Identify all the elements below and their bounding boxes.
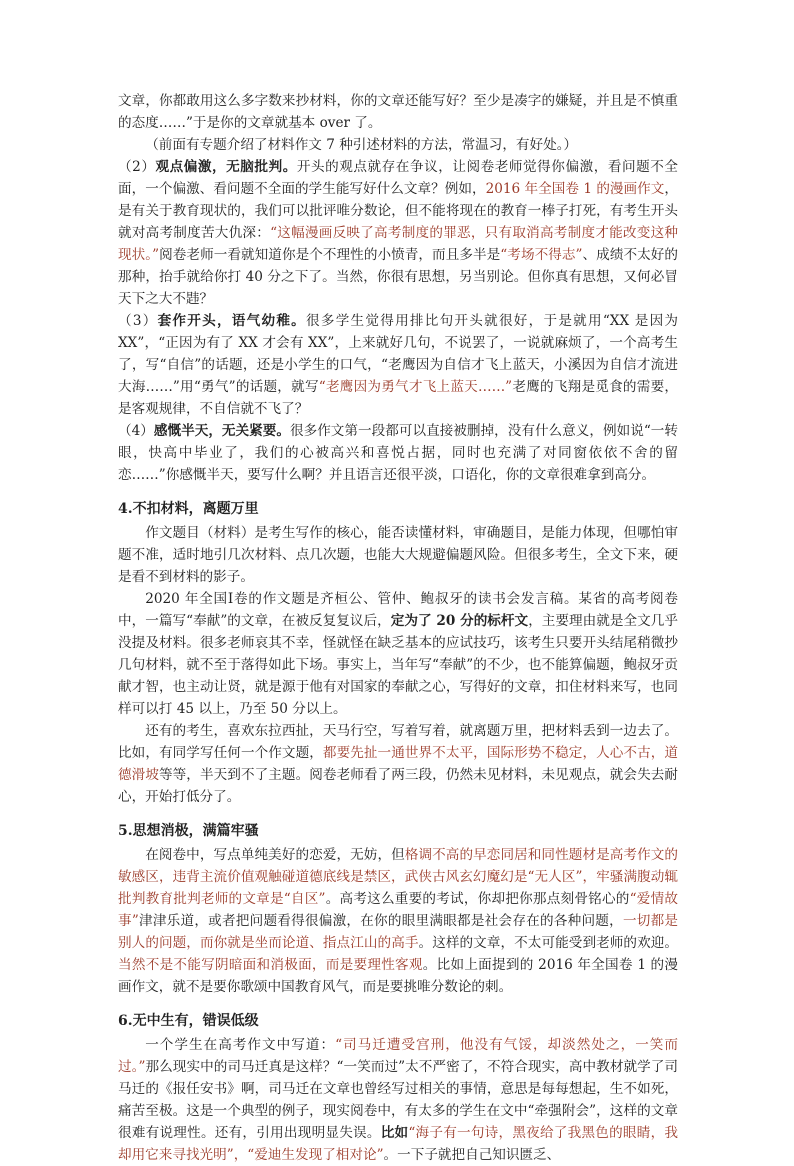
paragraph-note [118,134,678,156]
highlighted-text: “这幅漫画反映了高考制度的罪恶，只有取消高考制度才能改变这种现状。” [118,225,679,263]
text-run: 一个学生在高考作文中写道： [145,1037,336,1053]
paragraph-section-4b [118,588,678,720]
section-heading-5: 5.思想消极，满篇牢骚 [118,823,259,839]
text-run: 在阅卷中，写点单纯美好的恋爱，无妨，但 [145,847,405,863]
highlighted-text: “考场不得志” [500,247,583,263]
paragraph-section-4c [118,720,678,808]
document-page [118,90,678,1166]
text-run: 津津乐道，或者把问题看得很偏激，在你的眼里满眼都是社会存在的各种问题， [138,913,623,929]
text-run: 阅卷老师一看就知道你是个不理性的小愤青，而且多半是 [159,247,501,263]
bold-text: 比如 [380,1125,409,1141]
bold-text: 感慨半天，无关紧要。 [153,423,290,439]
highlighted-text: 2016 年全国卷 1 的漫画作文 [485,181,665,197]
highlighted-text: “海子有一句诗，黑夜给了我黑色的眼睛，我却用它来寻找光明”，“爱迪生发现了相对论” [118,1125,679,1163]
text-run: 、成绩不太好的那种，抬手就给你打 40 分之下了。当然，你很有思想，另当别论。但你真有思想，又何必冒天下之大不韪？ [118,247,679,307]
text-run: 。比如上面提到的 2016 年全国卷 1 的漫画作文，就不是要你歌颂中国教育风气，而是要挑唯分数论的刺。 [118,957,679,995]
text-run: 开头的观点就存在争议，让阅卷老师觉得你偏激，看问题不全面，一个偏激、看问题不全面的学生能写好什么文章？例如， [118,159,678,197]
text-run: 。一下子就把自己知识匮乏、 [383,1147,561,1163]
bold-text: 套作开头，语气幼稚。 [157,313,307,329]
highlighted-text: “爱情故事” [118,891,678,929]
text-run: 文章，你都敢用这么多字数来抄材料，你的文章还能写好？至少是凑字的嫌疑，并且是不慎重的态度……”于是你的文章就基本 over 了。 [118,93,678,131]
text-run: 等等，半天到不了主题。阅卷老师看了两三段，仍然未见材料，未见观点，就会失去耐心，开始打低分了。 [118,767,679,805]
highlighted-text: “司马迁遭受宫刑，他没有气馁，却淡然处之，一笑而过。” [118,1037,679,1075]
text-run: 2020 年全国Ⅰ卷的作文题是齐桓公、管仲、鲍叔牙的读书会发言稿。某省的高考阅卷中，一篇写“奉献”的文章，在被反复复议后， [118,591,678,629]
highlighted-text: 都要先扯一通世界不太平，国际形势不稳定，人心不古，道德滑坡 [118,745,679,783]
text-run: 。高考这么重要的考试，你却把你那点刻骨铭心的 [325,891,630,907]
text-run: 那么现实中的司马迁真是这样？“一笑而过”太不严密了，不符合现实，高中教材就学了司马迁的《报任安书》啊，司马迁在文章也曾经写过相关的事情，意思是每每想起，生不如死，痛苦至极。这是一个典型的例子，现实阅卷中，有太多的学生在文中“牵强附会”，这样的文章很难有说理性。还有，引用出现明显失误。 [118,1059,678,1141]
paragraph-point-3 [118,310,678,420]
highlighted-text: “老鹰因为勇气才飞上蓝天……” [318,379,513,395]
text-run: （4） [118,423,154,439]
paragraph-intro [118,90,678,134]
paragraph-section-6 [118,1034,678,1166]
section-heading-6: 6.无中生有，错误低级 [118,1013,259,1029]
text-run: ，主要理由就是全文几乎没提及材料。很多老师哀其不幸，怪就怪在缺乏基本的应试技巧，该考生只要开头结尾稍微抄几句材料，就不至于落得如此下场。事实上，当年写“奉献”的不少，也不能算偏题，鲍叔牙贡献才智，也主动让贤，就是源于他有对国家的奉献之心，写得好的文章，扣住材料来写，也同样可以打 45 以上，乃至 50 分以上。 [118,613,678,717]
paragraph-section-5 [118,844,678,998]
paragraph-point-4 [118,420,678,486]
text-run: 很多作文第一段都可以直接被删掉，没有什么意义，例如说“一转眼，快高中毕业了，我们的心被高兴和喜悦占据，同时也充满了对同窗依依不舍的留恋……”你感慨半天，要写什么啊？并且语言还很平淡，口语化，你的文章很难拿到高分。 [118,423,678,483]
bold-text: 观点偏激，无脑批判。 [155,159,297,175]
text-run: （3） [118,313,158,329]
text-run: 作文题目（材料）是考生写作的核心，能否读懂材料，审确题目，是能力体现，但哪怕审题不准，适时地引几次材料、点几次题，也能大大规避偏题风险。但很多考生，全文下来，硬是看不到材料的影子。 [118,525,678,585]
text-run: （2） [118,159,156,175]
text-run: （前面有专题介绍了材料作文 7 种引述材料的方法，常温习，有好处。） [145,137,578,153]
text-run: 还有的考生，喜欢东拉西扯，天马行空，写着写着，就离题万里，把材料丢到一边去了。比如，有同学写任何一个作文题， [118,723,678,761]
paragraph-section-4a [118,522,678,588]
bold-text: 定为了 20 分的标杆文 [390,613,529,629]
text-run: 。这样的文章，不太可能受到老师的欢迎。 [418,935,679,951]
section-heading-4: 4.不扣材料，离题万里 [118,501,259,517]
highlighted-text: 格调不高的早恋同居和同性题材是高考作文的敏感区，违背主流价值观触碰道德底线是禁区，武侠古风玄幻魔幻是“无人区”，牢骚满腹动辄批判教育批判老师的文章是“自区” [118,847,678,907]
text-run: ，是有关于教育现状的，我们可以批评唯分数论，但不能将现在的教育一棒子打死，有考生开头就对高考制度苦大仇深： [118,181,678,241]
paragraph-point-2 [118,156,678,310]
highlighted-text: 一切都是别人的问题，而你就是坐而论道、指点江山的高手 [118,913,679,951]
text-run: 老鹰的飞翔是觅食的需要，是客观规律，不自信就不飞了？ [118,379,678,417]
text-run: 很多学生觉得用排比句开头就很好，于是就用“XX 是因为 XX”，“正因为有了 XX 才会有 XX”，上来就好几句，不说罢了，一说就麻烦了，一个高考生了，写“自信”的话题，还是小学生的口气，“老鹰因为自信才飞上蓝天，小溪因为自信才流进大海……”用“勇气”的话题，就写 [118,313,679,395]
highlighted-text: 当然不是不能写阴暗面和消极面，而是要理性客观 [118,957,423,973]
